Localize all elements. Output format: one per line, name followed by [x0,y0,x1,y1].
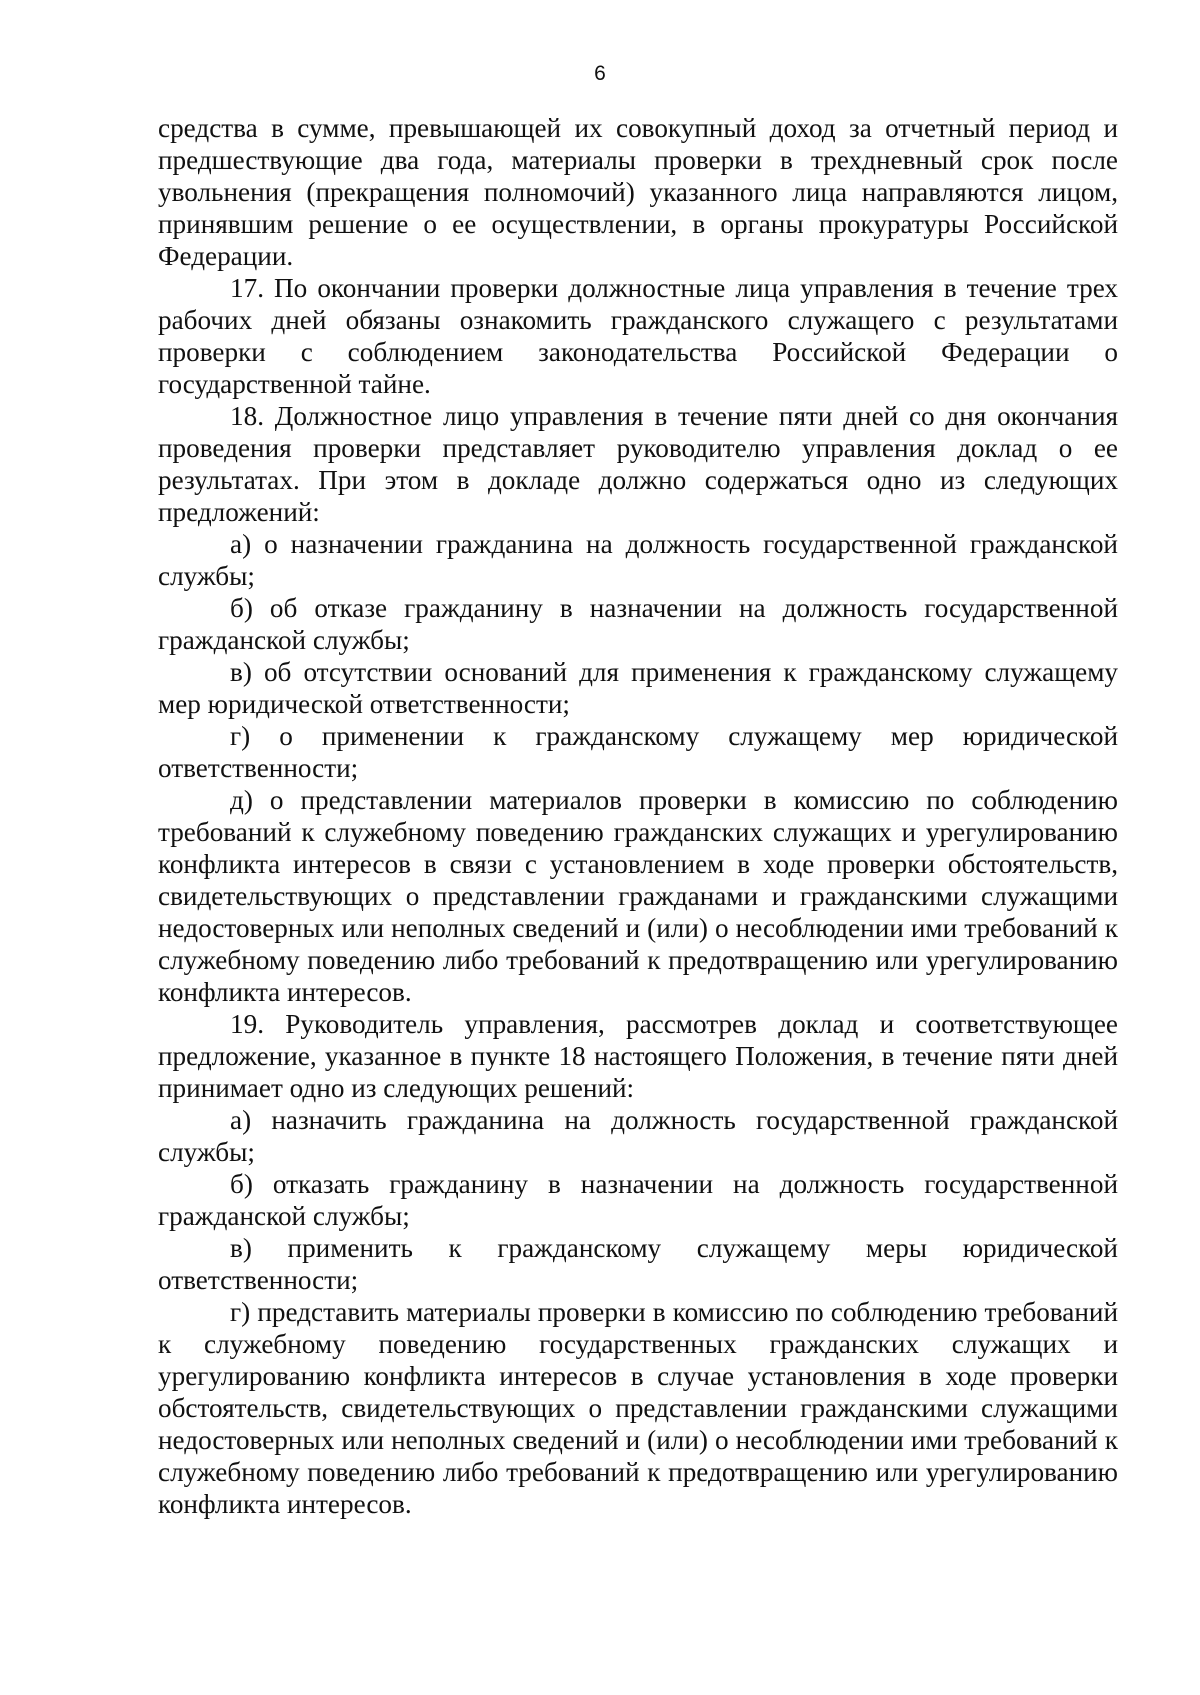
list-item-18b: б) об отказе гражданину в назначении на должность государственной гражданской службы; [158,593,1118,655]
paragraph-17: 17. По окончании проверки должностные лица управления в течение трех рабочих дней обязаны ознакомить гражданского служащего с результатами проверки с соблюдением законодательства Российской Федерации о государственной тайне. [158,273,1118,399]
list-item-18v: в) об отсутствии оснований для применения к гражданскому служащему мер юридической ответственности; [158,657,1118,719]
list-item-19v: в) применить к гражданскому служащему меры юридической ответственности; [158,1233,1118,1295]
list-item-18a: а) о назначении гражданина на должность государственной гражданской службы; [158,529,1118,591]
list-item-18g: г) о применении к гражданскому служащему мер юридической ответственности; [158,721,1118,783]
document-body [158,112,1118,1520]
list-item-18d: д) о представлении материалов проверки в комиссию по соблюдению требований к служебному поведению гражданских служащих и урегулированию конфликта интересов в связи с установлением в ходе проверки обстоятельств, свидетельствующих о представлении гражданами и гражданскими служащими недостоверных или неполных сведений и (или) о несоблюдении ими требований к служебному поведению либо требований к предотвращению или урегулированию конфликта интересов. [158,785,1118,1007]
list-item-19b: б) отказать гражданину в назначении на должность государственной гражданской службы; [158,1169,1118,1231]
page-number: 6 [594,62,606,85]
list-item-19g: г) представить материалы проверки в комиссию по соблюдению требований к служебному поведению государственных гражданских служащих и урегулированию конфликта интересов в случае установления в ходе проверки обстоятельств, свидетельствующих о представлении гражданскими служащими недостоверных или неполных сведений и (или) о несоблюдении ими требований к служебному поведению либо требований к предотвращению или урегулированию конфликта интересов. [158,1297,1118,1519]
paragraph-18: 18. Должностное лицо управления в течение пяти дней со дня окончания проведения проверки представляет руководителю управления доклад о ее результатах. При этом в докладе должно содержаться одно из следующих предложений: [158,401,1118,527]
list-item-19a: а) назначить гражданина на должность государственной гражданской службы; [158,1105,1118,1167]
paragraph-continuation: средства в сумме, превышающей их совокупный доход за отчетный период и предшествующие два года, материалы проверки в трехдневный срок после увольнения (прекращения полномочий) указанного лица направляются лицом, принявшим решение о ее осуществлении, в органы прокуратуры Российской Федерации. [158,113,1118,271]
paragraph-19: 19. Руководитель управления, рассмотрев доклад и соответствующее предложение, указанное в пункте 18 настоящего Положения, в течение пяти дней принимает одно из следующих решений: [158,1009,1118,1103]
